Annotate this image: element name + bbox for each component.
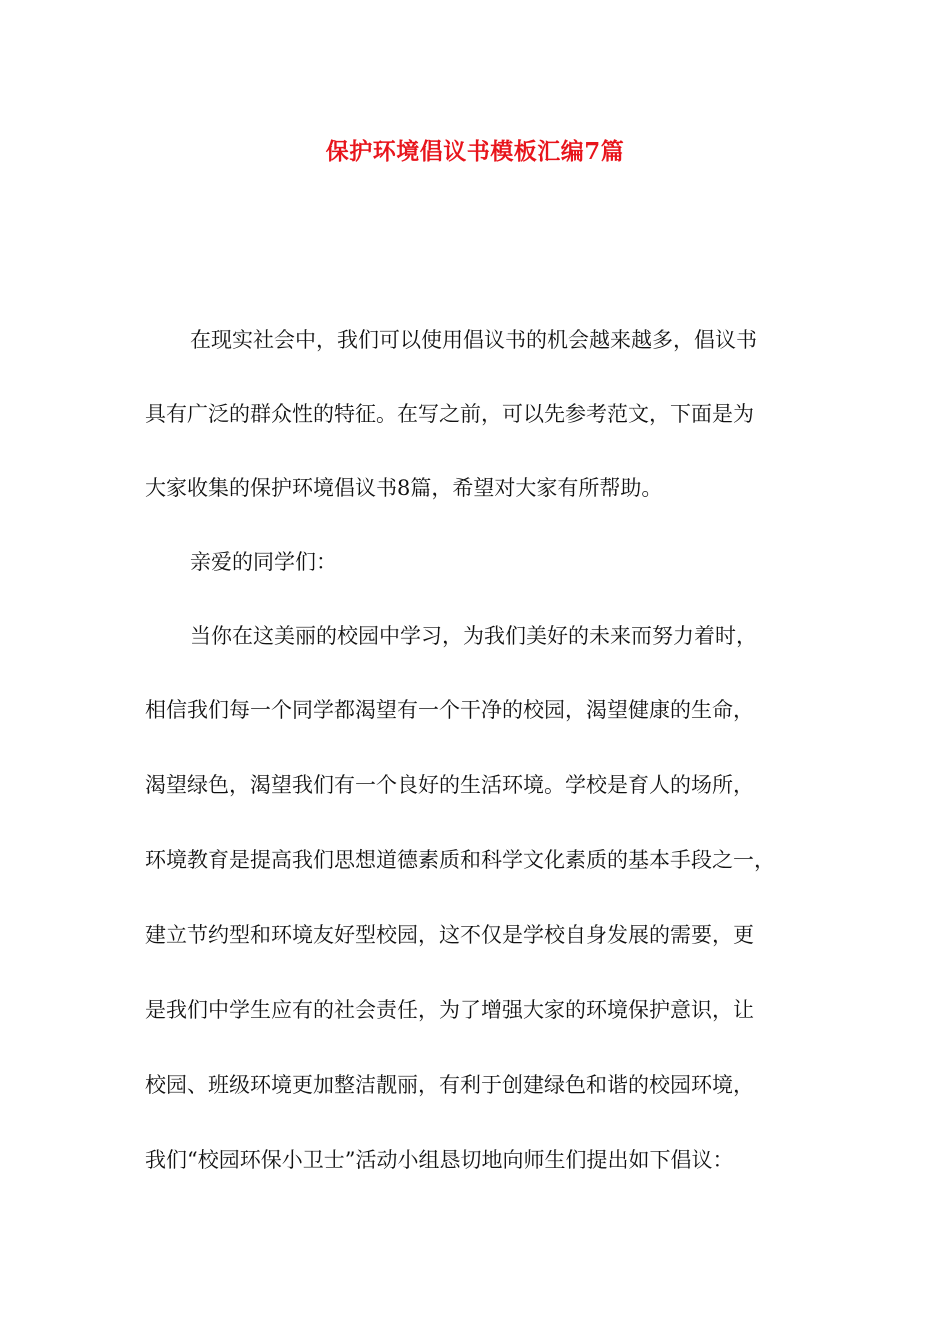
- paragraph-line-10: 是我们中学生应有的社会责任，为了增强大家的环境保护意识，让: [145, 998, 754, 1022]
- paragraph-line-6: 相信我们每一个同学都渴望有一个干净的校园，渴望健康的生命，: [145, 698, 754, 722]
- paragraph-line-9: 建立节约型和环境友好型校园，这不仅是学校自身发展的需要，更: [145, 923, 754, 947]
- paragraph-line-2: 具有广泛的群众性的特征。在写之前，可以先参考范文，下面是为: [145, 402, 754, 426]
- paragraph-line-11: 校园、班级环境更加整洁靓丽，有利于创建绿色和谐的校园环境，: [145, 1073, 754, 1097]
- paragraph-line-5: 当你在这美丽的校园中学习，为我们美好的未来而努力着时，: [190, 624, 757, 648]
- paragraph-line-7: 渴望绿色，渴望我们有一个良好的生活环境。学校是育人的场所，: [145, 773, 754, 797]
- paragraph-line-1: 在现实社会中，我们可以使用倡议书的机会越来越多，倡议书: [190, 328, 757, 352]
- paragraph-line-8: 环境教育是提高我们思想道德素质和科学文化素质的基本手段之一，: [145, 848, 775, 872]
- document-title: 保护环境倡议书模板汇编7篇: [325, 138, 625, 165]
- paragraph-line-3: 大家收集的保护环境倡议书8篇，希望对大家有所帮助。: [145, 476, 663, 500]
- paragraph-line-12: 我们“校园环保小卫士”活动小组恳切地向师生们提出如下倡议：: [145, 1148, 734, 1172]
- salutation-line: 亲爱的同学们：: [190, 550, 337, 574]
